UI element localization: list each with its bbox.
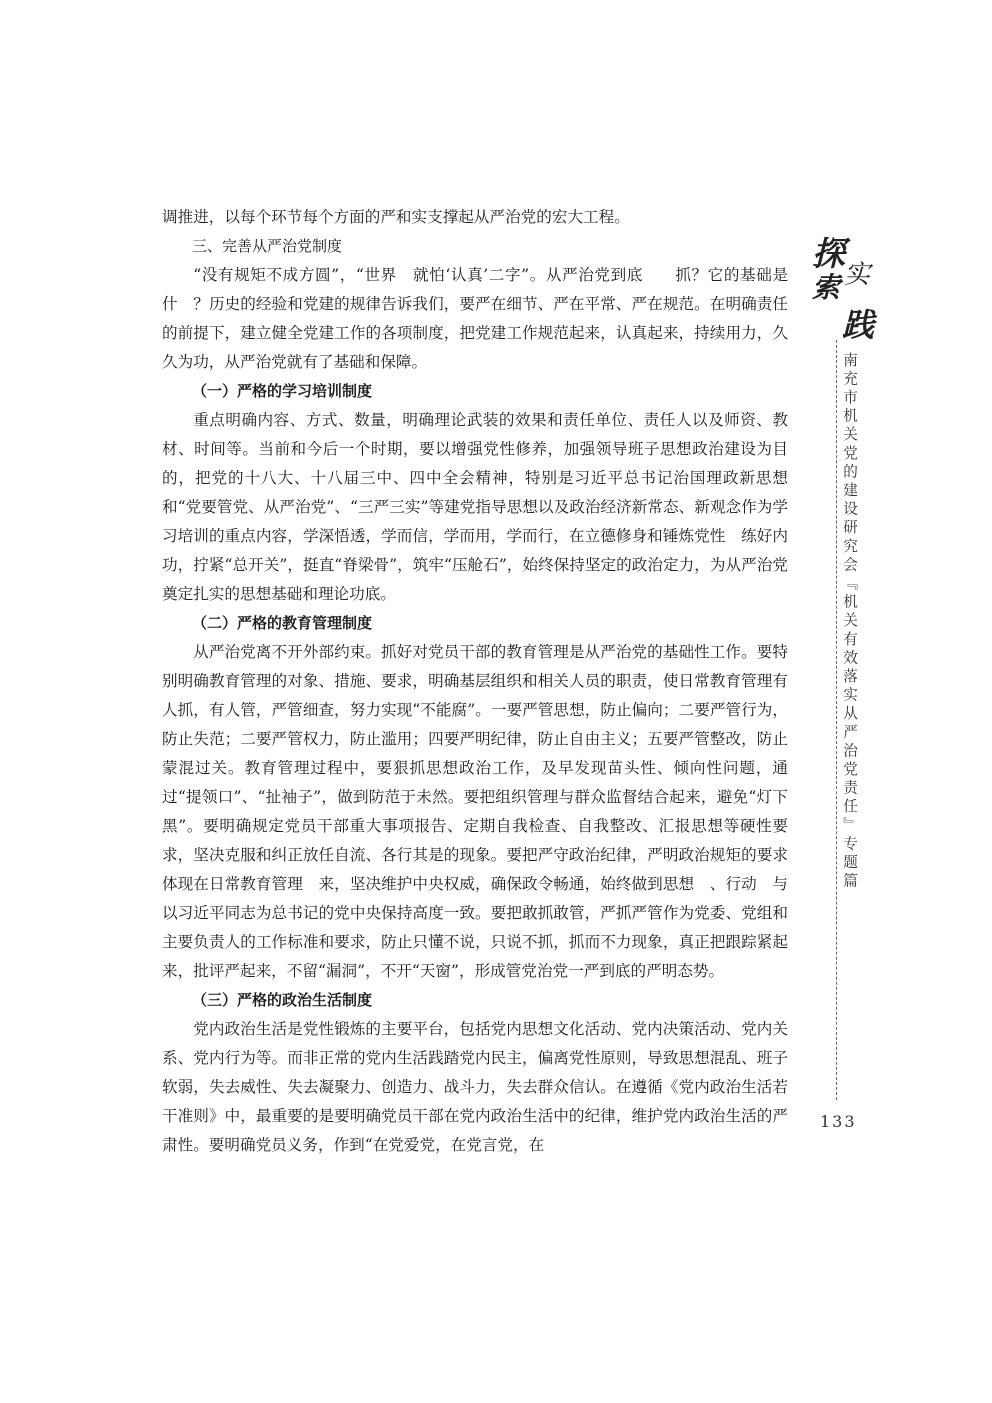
sidebar-caption: 南充市机关党的建设研究会『机关有效落实从严治党责任』专题篇	[841, 352, 858, 892]
paragraph-continuation: 调推进，以每个环节每个方面的严和实支撑起从严治党的宏大工程。	[162, 208, 630, 226]
column-brand-title	[812, 228, 878, 342]
brand-char: 索	[812, 271, 841, 304]
subsection-heading: （三）严格的政治生活制度	[192, 991, 373, 1009]
body-text	[162, 203, 788, 1160]
page-number: 133	[820, 1112, 857, 1131]
paragraph: 重点明确内容、方式、数量，明确理论武装的效果和责任单位、责任人以及师资、教材、时间等。当前和今后一个时期，要以增强党性修养，加强领导班子思想政治建设为目的，把党的十八大、十八届三中、四中全会精神，特别是习近平总书记治国理政新思想和“党要管党、从严治党”、“三严三实”等建党指导思想以及政治经济新常态、新观念作为学习培训的重点内容，学深悟透，学而信，学而用，学而行，在立德修身和锤炼党性 练好内功，拧紧“总开关”，挺直“脊梁骨”，筑牢“压舱石”，始终保持坚定的政治定力，为从严治党奠定扎实的思想基础和理论功底。	[162, 411, 788, 603]
paragraph: 从严治党离不开外部约束。抓好对党员干部的教育管理是从严治党的基础性工作。要特别明确教育管理的对象、措施、要求，明确基层组织和相关人员的职责，使日常教育管理有人抓，有人管，严管细查，努力实现“不能腐”。一要严管思想，防止偏向；二要严管行为，防止失范；二要严管权力，防止滥用；四要严明纪律，防止自由主义；五要严管整改，防止蒙混过关。教育管理过程中，要狠抓思想政治工作，及早发现苗头性、倾向性问题，通过“提领口”、“扯袖子”，做到防范于未然。要把组织管理与群众监督结合起来，避免“灯下黑”。要明确规定党员干部重大事项报告、定期自我检查、自我整改、汇报思想等硬性要求，坚决克服和纠正放任自流、各行其是的现象。要把严守政治纪律，严明政治规矩的要求体现在日常教育管理 来，坚决维护中央权威，确保政令畅通，始终做到思想 、行动 与以习近平同志为总书记的党中央保持高度一致。要把敢抓敢管，严抓严管作为党委、党组和主要负责人的工作标准和要求，防止只懂不说，只说不抓，抓而不力现象，真正把跟踪紧起来，批评严起来，不留“漏洞”，不开“天窗”，形成管党治党一严到底的严明态势。	[162, 643, 788, 980]
brand-char: 践	[842, 306, 875, 344]
section-heading: 三、完善从严治党制度	[192, 237, 343, 255]
sidebar-dashed-rule	[836, 340, 837, 1100]
brand-char: 实	[844, 260, 871, 290]
brand-char: 探	[812, 234, 845, 273]
subsection-heading: （一）严格的学习培训制度	[192, 382, 373, 400]
subsection-heading: （二）严格的教育管理制度	[192, 614, 373, 632]
paragraph: “没有规矩不成方圆”，“世界 就怕‘认真’二字”。从严治党到底 抓？它的基础是什 ？历史的经验和党建的规律告诉我们，要严在细节、严在平常、严在规范。在明确责任的前提下，建立健全党建工作的各项制度，把党建工作规范起来，认真起来，持续用力，久久为功，从严治党就有了基础和保障。	[162, 266, 788, 371]
paragraph: 党内政治生活是党性锻炼的主要平台，包括党内思想文化活动、党内决策活动、党内关系、党内行为等。而非正常的党内生活践踏党内民主，偏离党性原则，导致思想混乱、班子软弱，失去威性、失去凝聚力、创造力、战斗力，失去群众信认。在遵循《党内政治生活若干准则》中，最重要的是要明确党员干部在党内政治生活中的纪律，维护党内政治生活的严肃性。要明确党员义务，作到“在党爱党，在党言党，在	[162, 1020, 788, 1154]
